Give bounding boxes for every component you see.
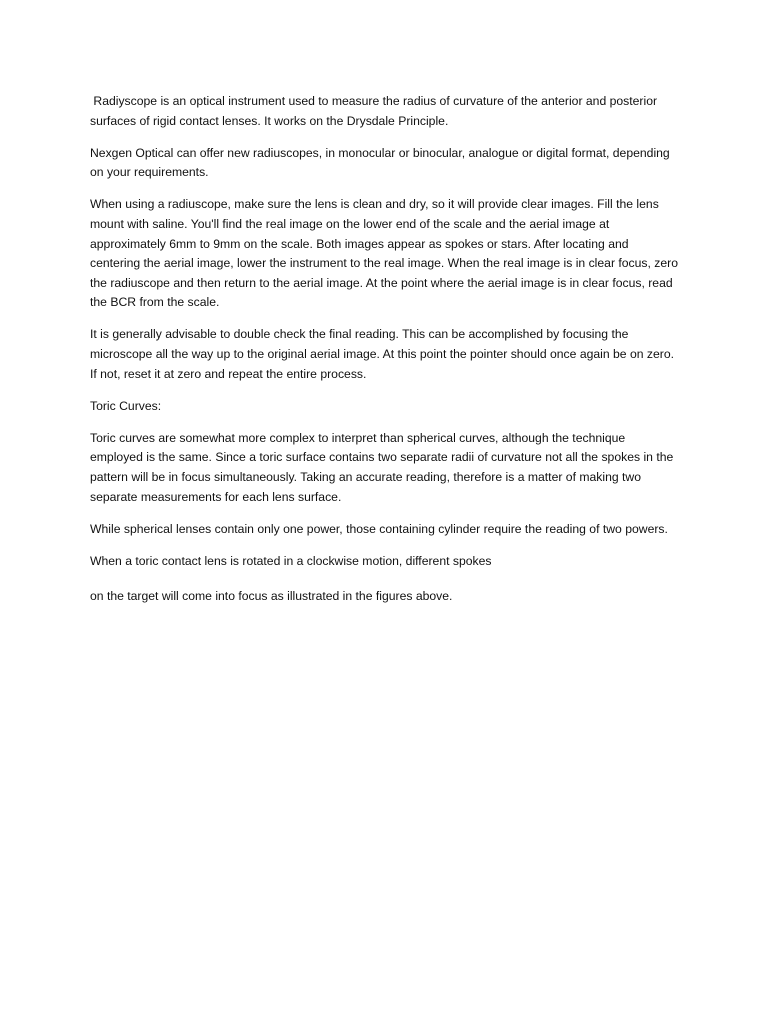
section-heading-toric-curves: Toric Curves: — [90, 398, 162, 413]
paragraph-toric-explanation: Toric curves are somewhat more complex to interpret than spherical curves, although the technique employed is the same. Since a toric surface contains two separate radii of curvature not all the spokes in the pattern will be in focus simultaneously. Taking an accurate reading, therefore is a matter of making two separate measurements for each lens surface. — [90, 430, 677, 504]
paragraph-toric-rotation: When a toric contact lens is rotated in a clockwise motion, different spokes — [90, 553, 492, 568]
paragraph-double-check: It is generally advisable to double check the final reading. This can be accomplished by focusing the microscope all the way up to the original aerial image. At this point the pointer should once again be on zero. If not, reset it at zero and repeat the entire process. — [90, 327, 678, 381]
document-body — [90, 92, 680, 619]
paragraph-nexgen-offer: Nexgen Optical can offer new radiuscopes, in monocular or binocular, analogue or digital format, depending on your requirements. — [90, 145, 674, 180]
paragraph-spherical-vs-cylinder: While spherical lenses contain only one power, those containing cylinder require the reading of two powers. — [90, 521, 668, 536]
paragraph-target-focus: on the target will come into focus as illustrated in the figures above. — [90, 589, 453, 604]
paragraph-intro: Radiyscope is an optical instrument used to measure the radius of curvature of the anterior and posterior surfaces of rigid contact lenses. It works on the Drysdale Principle. — [90, 94, 661, 128]
paragraph-using-radiuscope: When using a radiuscope, make sure the lens is clean and dry, so it will provide clear images. Fill the lens mount with saline. You'll find the real image on the lower end of the scale and the aerial image at approximately 6mm to 9mm on the scale. Both images appear as spokes or stars. After locating and centering the aerial image, lower the instrument to the real image. When the real image is in clear focus, zero the radiuscope and then return to the aerial image. At the point where the aerial image is in clear focus, read the BCR from the scale. — [90, 197, 682, 310]
